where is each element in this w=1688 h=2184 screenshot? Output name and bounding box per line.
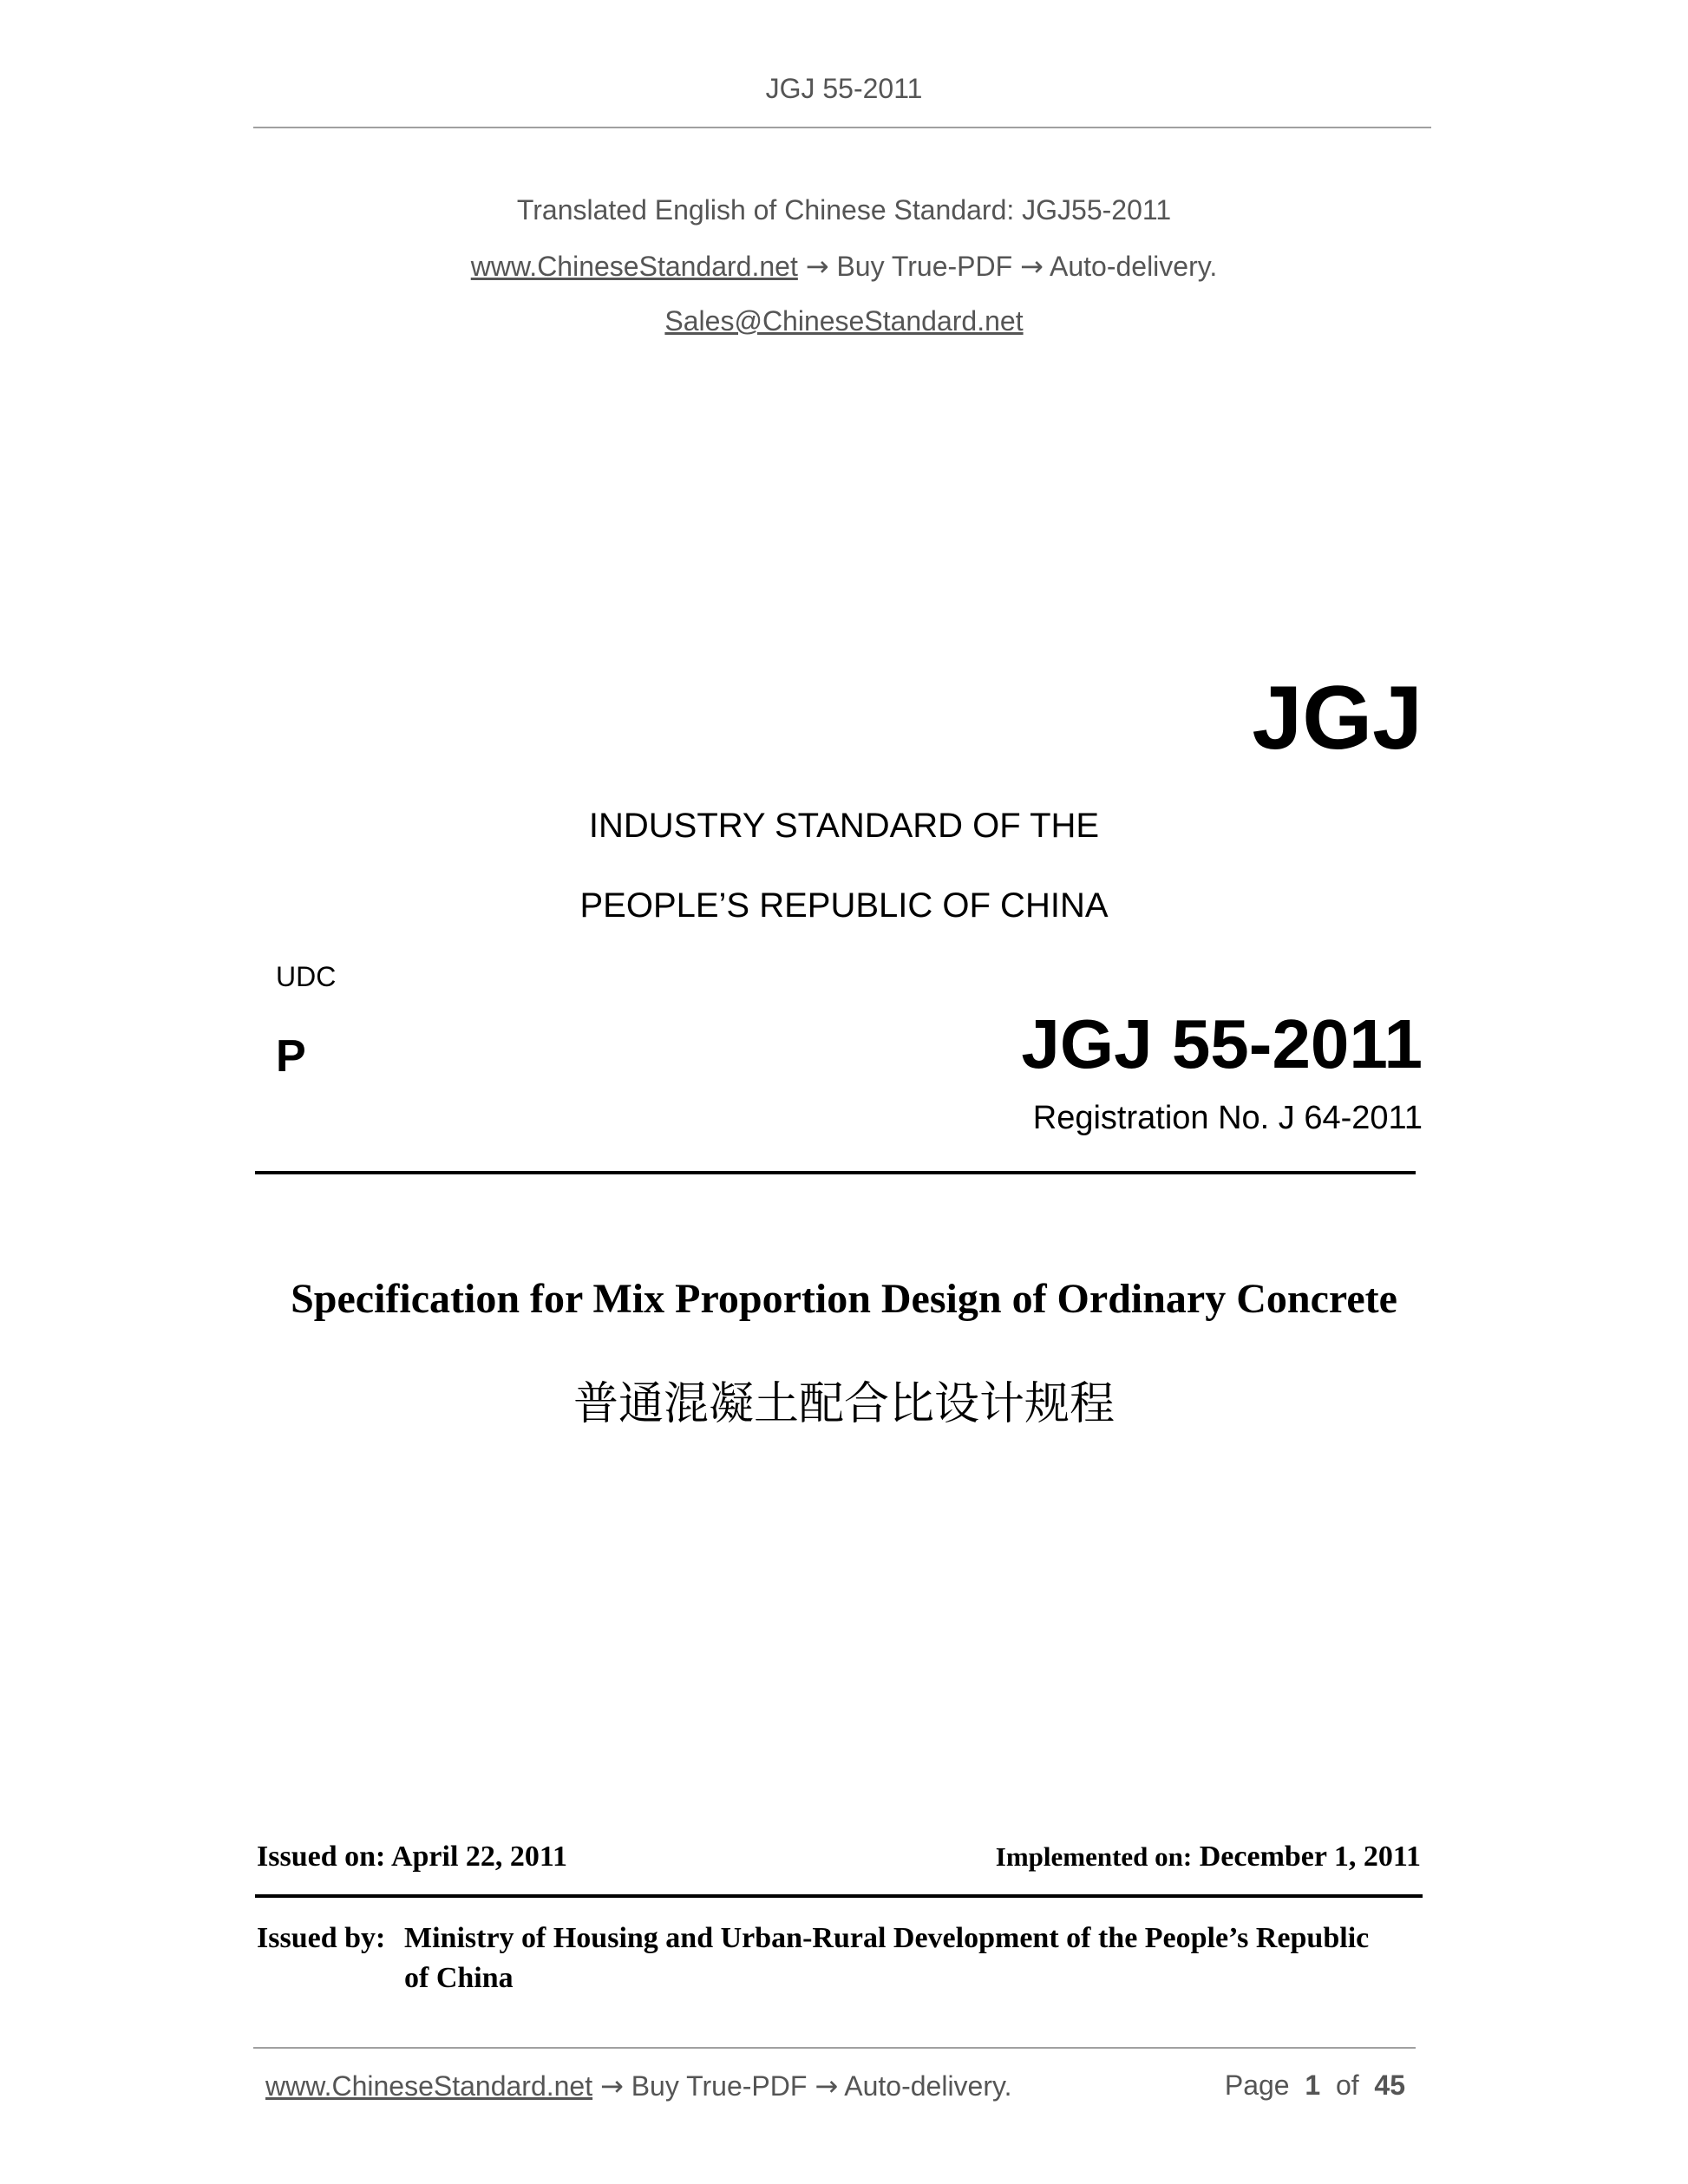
page-total: 45 <box>1374 2070 1405 2101</box>
implemented-on-label: Implemented on: <box>995 1841 1193 1872</box>
banner-site-link[interactable]: www.ChineseStandard.net <box>470 251 798 282</box>
banner-delivery-text: Auto-delivery. <box>1049 251 1218 282</box>
title-chinese: 普通混凝土配合比设计规程 <box>572 1378 1115 1430</box>
footer-buy-text: Buy True-PDF <box>631 2070 808 2102</box>
header-divider <box>253 127 1431 128</box>
issued-by-line1: Ministry of Housing and Urban-Rural Development of the People’s Republic <box>404 1922 1370 1954</box>
banner-buy-text: Buy True-PDF <box>836 251 1013 282</box>
banner-email-line <box>0 305 1688 337</box>
sales-email-link[interactable]: Sales@ChineseStandard.net <box>664 305 1024 337</box>
banner-line1: Translated English of Chinese Standard: JGJ55-2011 <box>516 194 1172 226</box>
implemented-on-date: December 1, 2011 <box>1199 1841 1421 1873</box>
industry-standard-line1: INDUSTRY STANDARD OF THE <box>588 807 1100 845</box>
footer-divider <box>253 2047 1416 2049</box>
p-label: P <box>276 1031 306 1082</box>
of-label: of <box>1335 2070 1359 2101</box>
footer-site-link[interactable]: www.ChineseStandard.net <box>265 2070 593 2102</box>
implemented-on <box>867 1841 1421 1873</box>
page-label: Page <box>1224 2070 1290 2101</box>
registration-number: Registration No. J 64-2011 <box>1032 1100 1423 1136</box>
issued-by-line2: of China <box>404 1962 514 1994</box>
arrow-right-icon: → <box>805 250 829 283</box>
issued-on-label: Issued on: <box>257 1841 386 1873</box>
banner-translation-line <box>0 194 1688 226</box>
issue-divider <box>255 1894 1423 1898</box>
arrow-right-icon: → <box>600 2070 624 2102</box>
standard-number: JGJ 55-2011 <box>1021 1005 1423 1082</box>
cover-divider <box>255 1171 1416 1174</box>
issued-by-label: Issued by: <box>257 1922 386 1954</box>
header-code: JGJ 55-2011 <box>765 73 923 104</box>
issued-on-date: April 22, 2011 <box>390 1841 568 1873</box>
page-current: 1 <box>1305 2070 1321 2101</box>
page-indicator <box>1128 2070 1405 2102</box>
footer-delivery-text: Auto-delivery. <box>844 2070 1012 2102</box>
industry-standard-line2: PEOPLE’S REPUBLIC OF CHINA <box>579 886 1109 925</box>
arrow-right-icon: → <box>1020 250 1044 283</box>
jgj-logo-text: JGJ <box>1252 668 1423 768</box>
udc-label: UDC <box>276 961 337 992</box>
issued-on <box>257 1841 567 1873</box>
footer-buy-line <box>265 2070 1012 2102</box>
banner-buy-line <box>0 250 1688 283</box>
running-header <box>0 73 1688 105</box>
title-english: Specification for Mix Proportion Design of Ordinary Concrete <box>291 1276 1397 1322</box>
arrow-right-icon: → <box>815 2070 839 2102</box>
